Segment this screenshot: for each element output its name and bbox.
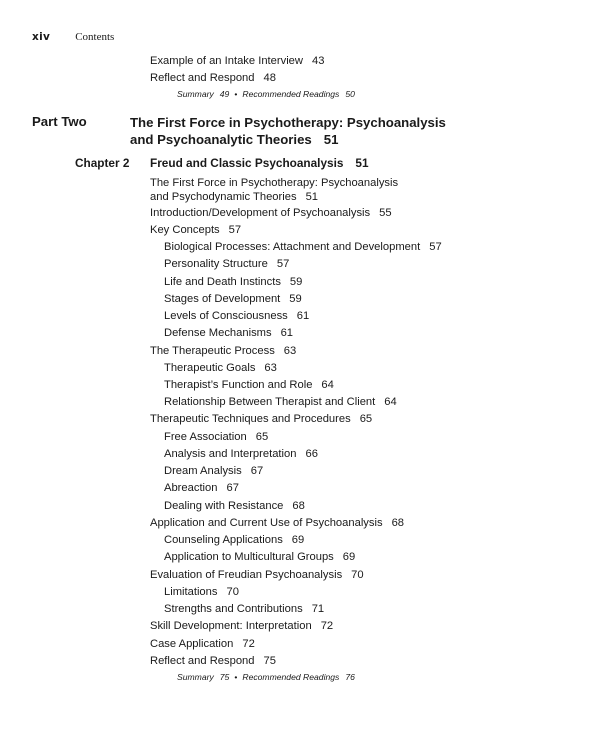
summary-page: 49 — [219, 89, 230, 99]
toc-entry-title: and Psychodynamic Theories — [150, 191, 297, 203]
toc-entry-title: Therapeutic Goals — [164, 362, 256, 374]
bullet-separator: • — [234, 672, 238, 682]
toc-entry[interactable] — [164, 240, 442, 254]
toc-entry-page: 64 — [321, 379, 334, 391]
toc-entry-title: Stages of Development — [164, 293, 281, 305]
toc-entry[interactable] — [164, 550, 355, 564]
toc-entry-title: Reflect and Respond — [150, 72, 255, 84]
toc-entry-page: 67 — [226, 482, 239, 494]
chapter-title-text: Freud and Classic Psychoanalysis — [150, 156, 344, 170]
toc-entry[interactable] — [150, 54, 324, 68]
readings-page: 50 — [345, 89, 355, 99]
readings-page: 76 — [345, 672, 355, 682]
toc-entry[interactable] — [150, 619, 333, 633]
toc-entry-page: 48 — [263, 72, 276, 84]
toc-entry-title: Evaluation of Freudian Psychoanalysis — [150, 569, 343, 581]
toc-entry[interactable] — [164, 395, 397, 409]
toc-entry[interactable] — [164, 257, 289, 271]
summary-page: 75 — [219, 672, 230, 682]
part-label: Part Two — [32, 114, 87, 129]
toc-entry-title: Abreaction — [164, 482, 218, 494]
toc-entry-title: Biological Processes: Attachment and Development — [164, 241, 421, 253]
toc-entry[interactable] — [164, 585, 239, 599]
running-head-label: Contents — [75, 31, 115, 43]
toc-entry-page: 68 — [391, 517, 405, 529]
summary-line — [177, 89, 355, 99]
toc-entry-page: 64 — [384, 396, 397, 408]
toc-entry-page: 61 — [296, 310, 310, 322]
toc-entry-title: Relationship Between Therapist and Client — [164, 396, 376, 408]
toc-entry[interactable] — [150, 637, 255, 651]
toc-entry[interactable] — [164, 481, 239, 495]
toc-entry[interactable] — [164, 361, 277, 375]
toc-entry-title: Key Concepts — [150, 224, 220, 236]
toc-entry[interactable] — [164, 464, 263, 478]
toc-entry-title: Example of an Intake Interview — [150, 55, 303, 67]
toc-entry-title: Analysis and Interpretation — [164, 448, 297, 460]
toc-entry-page: 63 — [283, 345, 297, 357]
toc-entry-page: 51 — [305, 191, 319, 203]
toc-entry[interactable] — [164, 309, 309, 323]
toc-entry-title: Limitations — [164, 586, 218, 598]
toc-entry-page: 72 — [242, 638, 255, 650]
toc-entry-title: Application to Multicultural Groups — [164, 551, 334, 563]
chapter-title[interactable] — [150, 156, 369, 170]
summary-line — [177, 672, 355, 682]
toc-entry-page: 57 — [429, 241, 442, 253]
toc-entry[interactable] — [164, 378, 334, 392]
toc-entry-title: Therapeutic Techniques and Procedures — [150, 413, 351, 425]
chapter-page: 51 — [355, 156, 369, 170]
toc-entry-page: 59 — [289, 293, 302, 305]
chapter-label: Chapter 2 — [75, 156, 130, 170]
toc-entry-title: Personality Structure — [164, 258, 268, 270]
part-page: 51 — [323, 132, 339, 147]
toc-entry-title: Strengths and Contributions — [164, 603, 303, 615]
toc-entry-title: Defense Mechanisms — [164, 327, 272, 339]
toc-entry-page: 69 — [291, 534, 305, 546]
toc-entry-page: 66 — [305, 448, 318, 460]
toc-entry[interactable] — [150, 568, 364, 582]
toc-entry-page: 59 — [289, 276, 303, 288]
toc-entry-page: 68 — [292, 500, 305, 512]
toc-entry-page: 70 — [351, 569, 364, 581]
toc-entry[interactable] — [150, 412, 372, 426]
toc-entry[interactable] — [164, 447, 318, 461]
toc-entry[interactable] — [164, 275, 302, 289]
toc-entry-page: 72 — [320, 620, 334, 632]
readings-label: Recommended Readings — [242, 672, 340, 682]
toc-entry-page: 55 — [379, 207, 392, 219]
toc-entry-page: 67 — [250, 465, 264, 477]
toc-entry[interactable] — [164, 292, 302, 306]
part-title-line: The First Force in Psychotherapy: Psychoanalysis — [130, 115, 446, 130]
part-title[interactable] — [130, 114, 510, 148]
toc-entry-title: Free Association — [164, 431, 247, 443]
toc-entry-page: 65 — [359, 413, 373, 425]
toc-entry-page: 43 — [311, 55, 325, 67]
toc-entry[interactable] — [150, 71, 276, 85]
toc-entry-page: 70 — [226, 586, 239, 598]
toc-entry-title: Counseling Applications — [164, 534, 283, 546]
running-head — [32, 31, 114, 43]
toc-entry-page: 63 — [264, 362, 277, 374]
toc-entry[interactable] — [164, 602, 324, 616]
toc-entry[interactable] — [150, 206, 392, 220]
toc-entry-title: Case Application — [150, 638, 234, 650]
toc-entry-page: 65 — [255, 431, 269, 443]
toc-entry-title: Therapist’s Function and Role — [164, 379, 313, 391]
toc-entry-title: Introduction/Development of Psychoanalysis — [150, 207, 371, 219]
toc-entry-title: Life and Death Instincts — [164, 276, 281, 288]
toc-entry[interactable] — [150, 654, 276, 668]
toc-entry-page: 57 — [228, 224, 242, 236]
toc-entry-page: 61 — [280, 327, 294, 339]
summary-label: Summary — [177, 672, 214, 682]
toc-entry-page: 75 — [263, 655, 276, 667]
toc-entry[interactable] — [164, 326, 293, 340]
toc-entry-title: Dream Analysis — [164, 465, 242, 477]
toc-entry-title: Dealing with Resistance — [164, 500, 284, 512]
toc-entry-title: Levels of Consciousness — [164, 310, 288, 322]
toc-entry-title: Skill Development: Interpretation — [150, 620, 312, 632]
part-title-line: and Psychoanalytic Theories — [130, 132, 312, 147]
readings-label: Recommended Readings — [242, 89, 340, 99]
toc-entry[interactable] — [150, 516, 404, 530]
toc-entry[interactable] — [150, 223, 241, 237]
toc-entry[interactable] — [150, 176, 450, 204]
summary-label: Summary — [177, 89, 214, 99]
toc-entry-title: Application and Current Use of Psychoanalysis — [150, 517, 383, 529]
bullet-separator: • — [234, 89, 238, 99]
page-number: xiv — [32, 31, 51, 43]
toc-entry[interactable] — [164, 430, 268, 444]
toc-entry-title: The First Force in Psychotherapy: Psychoanalysis — [150, 177, 399, 189]
toc-entry[interactable] — [164, 499, 305, 513]
toc-entry-title: The Therapeutic Process — [150, 345, 275, 357]
toc-entry[interactable] — [150, 344, 296, 358]
toc-entry-title: Reflect and Respond — [150, 655, 255, 667]
toc-entry-page: 69 — [342, 551, 356, 563]
toc-entry[interactable] — [164, 533, 304, 547]
toc-entry-page: 57 — [276, 258, 290, 270]
toc-entry-page: 71 — [311, 603, 325, 615]
